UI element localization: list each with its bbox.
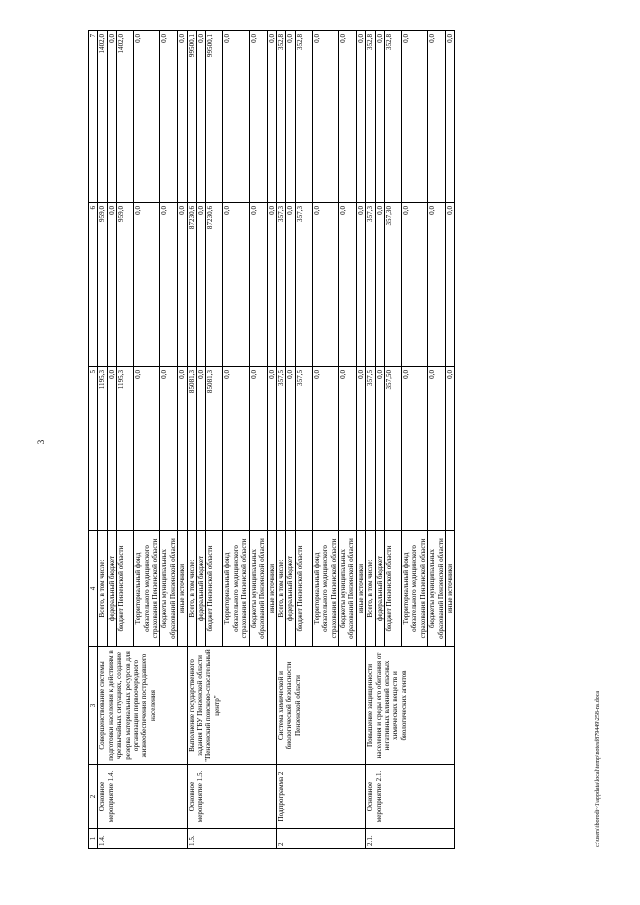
table-header-row <box>89 31 98 849</box>
value-col-7: 0,0 <box>160 31 178 203</box>
value-col-5: 0,0 <box>401 367 427 531</box>
value-col-6: 0,0 <box>286 203 295 367</box>
funding-source: Территориальный фонд обязательного медицинского страхования Пензенской области <box>312 531 338 647</box>
value-col-5: 357,5 <box>295 367 312 531</box>
header-cell-2: 2 <box>89 765 98 829</box>
value-col-6: 0,0 <box>375 203 384 367</box>
value-col-7: 352,8 <box>366 31 375 203</box>
value-col-7: 99500,1 <box>206 31 223 203</box>
value-col-5: 0,0 <box>249 367 267 531</box>
value-col-7: 0,0 <box>375 31 384 203</box>
value-col-7: 0,0 <box>107 31 116 203</box>
funding-source: бюджеты муниципальных образований Пензенской области <box>160 531 178 647</box>
item-type: Основное мероприятие 1.5. <box>187 765 276 829</box>
value-col-5: 0,0 <box>267 367 276 531</box>
funding-source: Территориальный фонд обязательного медицинского страхования Пензенской области <box>134 531 160 647</box>
value-col-6: 0,0 <box>338 203 356 367</box>
value-col-6: 357,3 <box>366 203 375 367</box>
table-row <box>276 31 285 849</box>
funding-source: иные источники <box>356 531 365 647</box>
value-col-5: 0,0 <box>428 367 446 531</box>
funding-source: бюджет Пензенской области <box>295 531 312 647</box>
funding-source: Всего, в том числе: <box>366 531 375 647</box>
item-type: Основное мероприятие 1.4. <box>98 765 187 829</box>
table-row <box>187 31 196 849</box>
value-col-6: 357,3 <box>295 203 312 367</box>
value-col-7: 0,0 <box>267 31 276 203</box>
funding-source: бюджет Пензенской области <box>384 531 401 647</box>
header-cell-3: 3 <box>89 647 98 765</box>
funding-source: федеральный бюджет <box>286 531 295 647</box>
funding-source: бюджет Пензенской области <box>206 531 223 647</box>
value-col-7: 0,0 <box>312 31 338 203</box>
header-cell-5: 5 <box>89 367 98 531</box>
table-row <box>98 31 107 849</box>
value-col-6: 0,0 <box>223 203 249 367</box>
page-number: 3 <box>36 439 46 445</box>
table-row <box>366 31 375 849</box>
funding-source: федеральный бюджет <box>197 531 206 647</box>
value-col-5: 0,0 <box>223 367 249 531</box>
value-col-5: 357,5 <box>276 367 285 531</box>
value-col-7: 0,0 <box>446 31 455 203</box>
value-col-6: 357,3 <box>276 203 285 367</box>
header-cell-1: 1 <box>89 829 98 849</box>
value-col-6: 0,0 <box>197 203 206 367</box>
value-col-7: 1402,0 <box>117 31 134 203</box>
item-description: Выполнение государственного задания ГБУ Пензенской области "Пензенский поисково-спасательный центр" <box>187 647 276 765</box>
funding-source: федеральный бюджет <box>375 531 384 647</box>
value-col-6: 0,0 <box>178 203 187 367</box>
funding-source: иные источники <box>178 531 187 647</box>
item-code: 2 <box>276 829 365 849</box>
item-code: 1.5. <box>187 829 276 849</box>
value-col-5: 0,0 <box>446 367 455 531</box>
item-type: Подпрограмма 2 <box>276 765 365 829</box>
value-col-7: 352,8 <box>384 31 401 203</box>
value-col-6: 0,0 <box>160 203 178 367</box>
value-col-7: 0,0 <box>338 31 356 203</box>
funding-source: бюджет Пензенской области <box>117 531 134 647</box>
value-col-7: 352,8 <box>295 31 312 203</box>
value-col-5: 0,0 <box>286 367 295 531</box>
value-col-6: 357,30 <box>384 203 401 367</box>
value-col-7: 0,0 <box>249 31 267 203</box>
value-col-5: 85081,3 <box>206 367 223 531</box>
funding-source: федеральный бюджет <box>107 531 116 647</box>
value-col-6: 959,0 <box>117 203 134 367</box>
value-col-6: 87230,6 <box>187 203 196 367</box>
item-code: 1.4. <box>98 829 187 849</box>
value-col-7: 0,0 <box>401 31 427 203</box>
header-cell-7: 7 <box>89 31 98 203</box>
value-col-7: 0,0 <box>134 31 160 203</box>
item-code: 2.1. <box>366 829 455 849</box>
financing-table <box>88 30 455 849</box>
funding-source: Всего, в том числе: <box>276 531 285 647</box>
value-col-6: 959,0 <box>98 203 107 367</box>
footer-file-path: c:\users\iborodi~1\appdata\local\temp\notesf879449\258-ns.doca <box>595 690 601 847</box>
value-col-7: 0,0 <box>223 31 249 203</box>
funding-source: Территориальный фонд обязательного медицинского страхования Пензенской области <box>401 531 427 647</box>
value-col-6: 0,0 <box>249 203 267 367</box>
funding-source: бюджеты муниципальных образований Пензенской области <box>249 531 267 647</box>
value-col-5: 0,0 <box>178 367 187 531</box>
value-col-6: 0,0 <box>446 203 455 367</box>
value-col-5: 0,0 <box>134 367 160 531</box>
value-col-5: 0,0 <box>107 367 116 531</box>
header-cell-4: 4 <box>89 531 98 647</box>
value-col-7: 0,0 <box>356 31 365 203</box>
value-col-6: 0,0 <box>428 203 446 367</box>
value-col-7: 352,8 <box>276 31 285 203</box>
funding-source: Всего, в том числе: <box>187 531 196 647</box>
value-col-7: 0,0 <box>178 31 187 203</box>
value-col-5: 0,0 <box>160 367 178 531</box>
value-col-5: 1195,3 <box>98 367 107 531</box>
value-col-6: 0,0 <box>312 203 338 367</box>
value-col-6: 0,0 <box>356 203 365 367</box>
value-col-7: 0,0 <box>428 31 446 203</box>
header-cell-6: 6 <box>89 203 98 367</box>
value-col-5: 85081,3 <box>187 367 196 531</box>
value-col-5: 0,0 <box>338 367 356 531</box>
table-body <box>89 31 455 849</box>
value-col-5: 357,50 <box>384 367 401 531</box>
value-col-7: 0,0 <box>286 31 295 203</box>
item-description: Система химической и биологической безопасности Пензенской области <box>276 647 365 765</box>
value-col-7: 99500,1 <box>187 31 196 203</box>
value-col-5: 0,0 <box>356 367 365 531</box>
value-col-6: 0,0 <box>134 203 160 367</box>
value-col-6: 0,0 <box>107 203 116 367</box>
value-col-7: 1402,0 <box>98 31 107 203</box>
value-col-5: 0,0 <box>312 367 338 531</box>
item-type: Основное мероприятие 2.1. <box>366 765 455 829</box>
item-description: Повышение защищенности населения и среды его обитания от негативных влияний опасных химических веществ и биологических агентов <box>366 647 455 765</box>
item-description: Совершенствование системы подготовки населения к действиям в чрезвычайных ситуациях, создание резерва материальных ресурсов для организации первоочередного жизнеобеспечения пострадавшего населения <box>98 647 187 765</box>
value-col-6: 87230,6 <box>206 203 223 367</box>
value-col-5: 1195,3 <box>117 367 134 531</box>
funding-source: Территориальный фонд обязательного медицинского страхования Пензенской области <box>223 531 249 647</box>
funding-source: бюджеты муниципальных образований Пензенской области <box>338 531 356 647</box>
value-col-5: 0,0 <box>197 367 206 531</box>
value-col-5: 357,5 <box>366 367 375 531</box>
funding-source: иные источники <box>446 531 455 647</box>
funding-source: иные источники <box>267 531 276 647</box>
value-col-6: 0,0 <box>401 203 427 367</box>
value-col-6: 0,0 <box>267 203 276 367</box>
value-col-5: 0,0 <box>375 367 384 531</box>
funding-source: Всего, в том числе: <box>98 531 107 647</box>
value-col-7: 0,0 <box>197 31 206 203</box>
funding-source: бюджеты муниципальных образований Пензенской области <box>428 531 446 647</box>
document-table-rotated <box>88 31 582 849</box>
